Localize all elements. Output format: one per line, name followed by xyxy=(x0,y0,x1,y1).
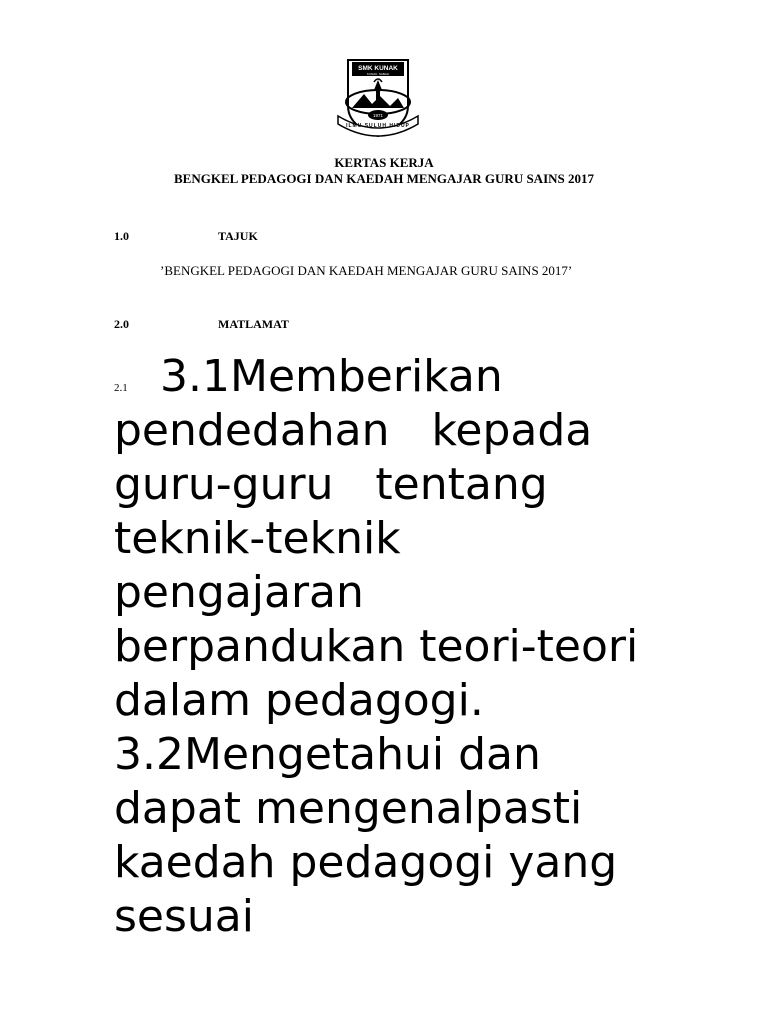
body-line-8: 3.2Mengetahui dan xyxy=(114,729,541,780)
section-2-heading: MATLAMAT xyxy=(218,317,289,331)
body-line-9: dapat mengenalpasti xyxy=(114,783,583,834)
body-line-2: pendedahan kepada xyxy=(114,405,593,456)
subsection-number: 2.1 xyxy=(114,382,128,394)
body-line-1: 3.1Memberikan xyxy=(160,351,503,402)
body-line-6: berpandukan teori-teori xyxy=(114,621,639,672)
document-title xyxy=(0,155,768,187)
section-1-number: 1.0 xyxy=(114,229,129,243)
logo-motto: ILMU SULUH HIDUP xyxy=(346,123,410,129)
body-line-7: dalam pedagogi. xyxy=(114,675,484,726)
body-line-4: teknik-teknik xyxy=(114,513,401,564)
subsection-body xyxy=(114,350,674,944)
section-1-heading: TAJUK xyxy=(218,229,258,243)
logo-year: 1971 xyxy=(372,113,384,118)
school-crest-icon xyxy=(334,56,422,140)
logo-sub-text: KUNAK, SABAH xyxy=(366,72,390,76)
section-2-number: 2.0 xyxy=(114,317,129,331)
title-line-1: KERTAS KERJA xyxy=(334,155,434,170)
school-crest-logo xyxy=(334,56,422,140)
body-line-3: guru-guru tentang xyxy=(114,459,548,510)
body-line-5: pengajaran xyxy=(114,567,364,618)
title-line-2: BENGKEL PEDAGOGI DAN KAEDAH MENGAJAR GURU SAINS 2017 xyxy=(173,171,594,186)
logo-school-name: SMK KUNAK xyxy=(358,65,398,72)
body-line-11: sesuai xyxy=(114,891,254,942)
section-1-content: ’BENGKEL PEDAGOGI DAN KAEDAH MENGAJAR GURU SAINS 2017’ xyxy=(160,263,573,278)
body-line-10: kaedah pedagogi yang xyxy=(114,837,618,888)
